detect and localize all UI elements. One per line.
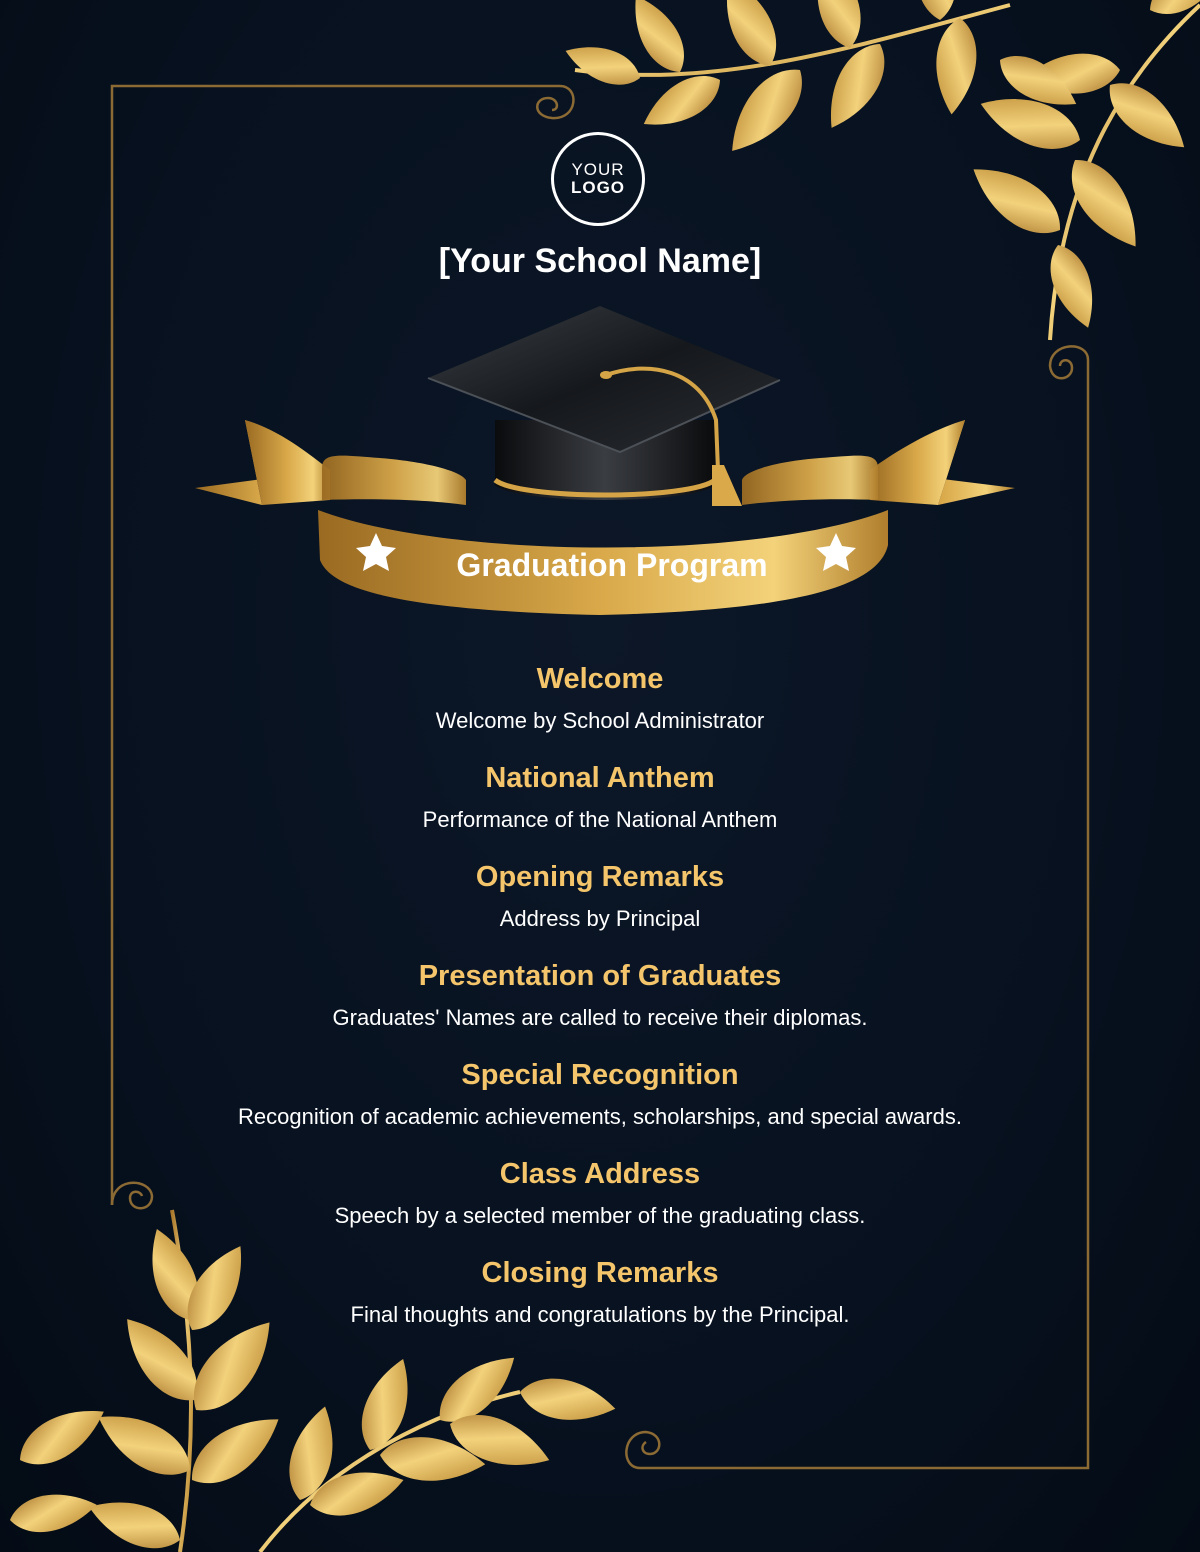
program-item-description: Welcome by School Administrator — [435, 708, 765, 733]
program-item-title: Welcome — [536, 663, 664, 695]
program-item-title: Closing Remarks — [481, 1257, 719, 1289]
program-item-class-address — [0, 1150, 1200, 1249]
program-item-description: Address by Principal — [499, 906, 701, 931]
program-list — [0, 655, 1200, 1348]
program-item-title: National Anthem — [485, 762, 715, 794]
program-title: Graduation Program — [456, 547, 768, 583]
program-item-description: Final thoughts and congratulations by the Principal. — [350, 1302, 850, 1327]
program-item-title: Presentation of Graduates — [418, 960, 782, 992]
logo-line-2: LOGO — [570, 178, 626, 197]
program-item-title: Special Recognition — [461, 1059, 739, 1091]
program-item-opening-remarks — [0, 853, 1200, 952]
school-name: [Your School Name] — [438, 242, 762, 280]
logo-line-1: YOUR — [571, 160, 625, 180]
program-item-title: Class Address — [499, 1158, 701, 1190]
program-item-description: Recognition of academic achievements, scholarships, and special awards. — [238, 1104, 962, 1129]
program-item-special-recognition — [0, 1051, 1200, 1150]
logo-placeholder — [551, 132, 645, 226]
program-item-description: Speech by a selected member of the graduating class. — [334, 1203, 866, 1228]
program-item-presentation-of-graduates — [0, 952, 1200, 1051]
program-item-description: Graduates' Names are called to receive their diplomas. — [332, 1005, 868, 1030]
program-item-national-anthem — [0, 754, 1200, 853]
program-item-closing-remarks — [0, 1249, 1200, 1348]
program-item-description: Performance of the National Anthem — [422, 807, 778, 832]
leaf-branch-top-right — [560, 0, 1200, 340]
program-item-title: Opening Remarks — [475, 861, 725, 893]
program-item-welcome — [0, 655, 1200, 754]
graduation-cap-icon — [428, 306, 780, 506]
